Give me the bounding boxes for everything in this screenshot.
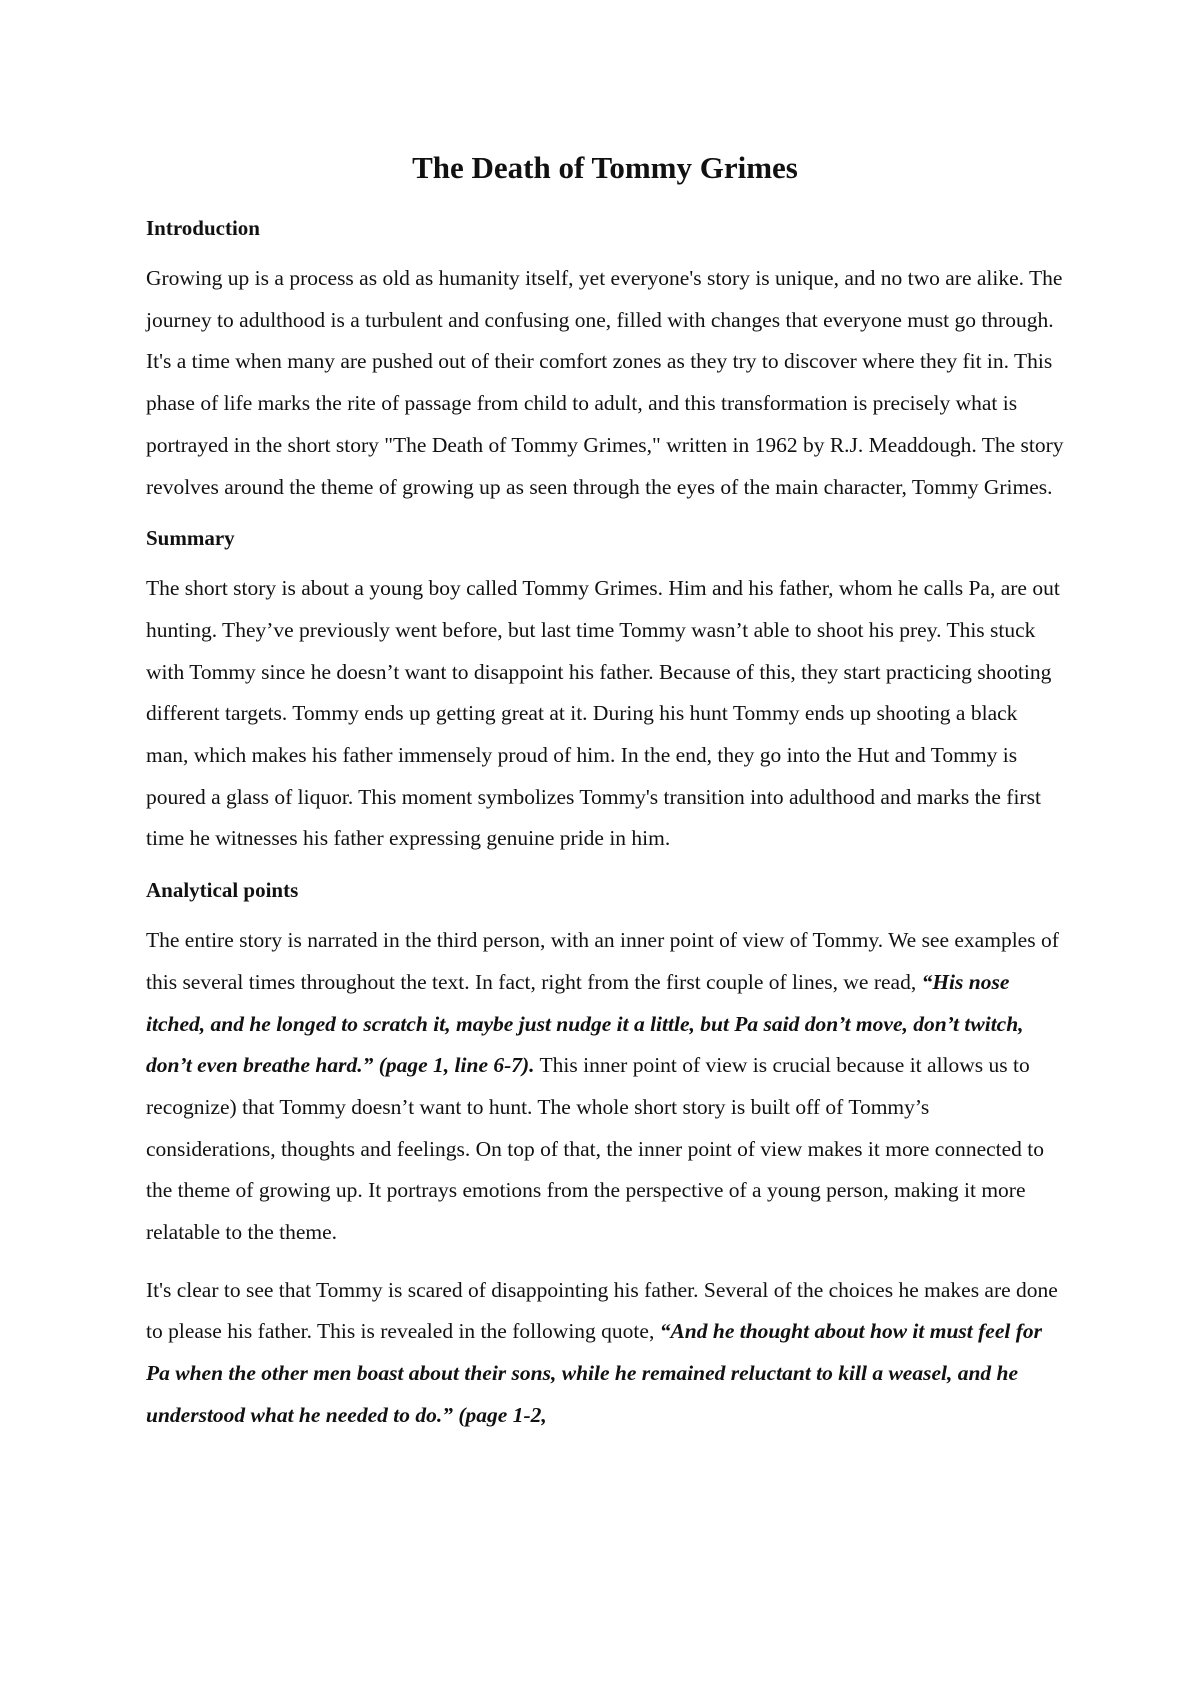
analysis-1-text-before: The entire story is narrated in the third person, with an inner point of view of Tommy. We see examples of this several times throughout the text. In fact, right from the first couple of lines, we read, [146, 928, 1059, 994]
analysis-1-quote: “His nose itched, and he longed to scratch it, maybe just nudge it a little, but Pa said don’t move, don’t twitch, don’t even breathe hard.” (page 1, line 6-7). [146, 969, 1024, 1078]
analysis-paragraph-1 [146, 920, 1064, 1254]
document-title: The Death of Tommy Grimes [412, 150, 798, 185]
section-heading-summary: Summary [146, 526, 235, 551]
section-heading-analytical-points: Analytical points [146, 878, 299, 903]
introduction-paragraph: Growing up is a process as old as humanity itself, yet everyone's story is unique, and no two are alike. The journey to adulthood is a turbulent and confusing one, filled with changes that everyone must go through. It's a time when many are pushed out of their comfort zones as they try to discover where they fit in. This phase of life marks the rite of passage from child to adult, and this transformation is precisely what is portrayed in the short story "The Death of Tommy Grimes," written in 1962 by R.J. Meaddough. The story revolves around the theme of growing up as seen through the eyes of the main character, Tommy Grimes. [146, 266, 1064, 499]
section-heading-introduction: Introduction [146, 216, 260, 240]
analysis-1-text-after: This inner point of view is crucial because it allows us to recognize) that Tommy doesn’t want to hunt. The whole short story is built off of Tommy’s considerations, thoughts and feelings. On top of that, the inner point of view makes it more connected to the theme of growing up. It portrays emotions from the perspective of a young person, making it more relatable to the theme. [146, 1053, 1045, 1245]
analysis-2-text-before: It's clear to see that Tommy is scared of disappointing his father. Several of the choices he makes are done to please his father. This is revealed in the following quote, [146, 1277, 1058, 1344]
analysis-2-quote: “And he thought about how it must feel for Pa when the other men boast about their sons, while he remained reluctant to kill a weasel, and he understood what he needed to do.” (page 1-2, [146, 1319, 1043, 1427]
summary-paragraph: The short story is about a young boy called Tommy Grimes. Him and his father, whom he calls Pa, are out hunting. They’ve previously went before, but last time Tommy wasn’t able to shoot his prey. This stuck with Tommy since he doesn’t want to disappoint his father. Because of this, they start practicing shooting different targets. Tommy ends up getting great at it. During his hunt Tommy ends up shooting a black man, which makes his father immensely proud of him. In the end, they go into the Hut and Tommy is poured a glass of liquor. This moment symbolizes Tommy's transition into adulthood and marks the first time he witnesses his father expressing genuine pride in him. [146, 576, 1060, 851]
document-page [146, 0, 1064, 1437]
analysis-paragraph-2 [146, 1270, 1064, 1437]
